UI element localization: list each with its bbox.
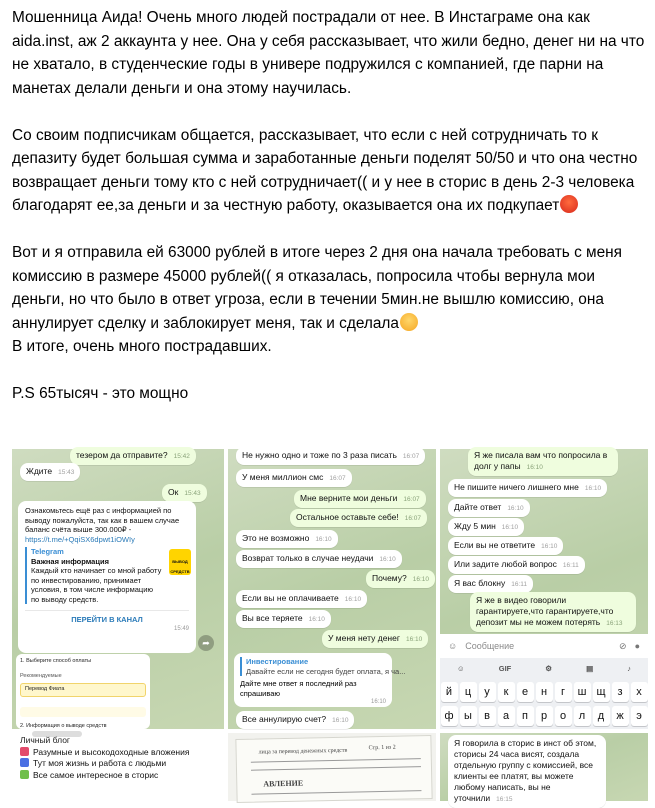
- keyboard-key[interactable]: ш: [574, 682, 591, 702]
- keyboard-key[interactable]: к: [498, 682, 515, 702]
- gif-button[interactable]: GIF: [498, 663, 512, 673]
- telegram-link[interactable]: https://t.me/+QqiSX6dpwt1iOWIy: [25, 534, 135, 544]
- chat-message: Не пишите ничего лишнего мне 16:10: [448, 479, 607, 497]
- chat-message: Я говорила в сторис в инст об этом, сторисы 24 часа висят, создала отдельную группу с комиссией, все клиенты ее платят, вы можете любому написать, вы не уточнили 16:15: [448, 735, 606, 808]
- keyboard-key[interactable]: г: [555, 682, 572, 702]
- keyboard-key[interactable]: ы: [460, 706, 477, 726]
- chat-message: Вы все теряете 16:10: [236, 610, 331, 628]
- sticker-icon[interactable]: ☺: [448, 641, 458, 651]
- payment-screenshot: 1. Выберите способ оплаты Рекомендуемые Перевод Фиата 2. Информация о выводе средств: [16, 654, 150, 729]
- settings-icon[interactable]: ⚙: [545, 663, 553, 673]
- heart-icon: [20, 747, 29, 756]
- profile-title: Личный блог: [20, 735, 71, 745]
- screenshot-chat-3[interactable]: [440, 449, 648, 729]
- screenshot-chat-2[interactable]: [228, 449, 436, 729]
- keyboard-key[interactable]: р: [536, 706, 553, 726]
- chat-message: Я же писала вам что попросила в долг у папы 16:10: [468, 447, 618, 476]
- paragraph-4: В итоге, очень много пострадавших.: [12, 338, 272, 355]
- keyboard-key[interactable]: ц: [460, 682, 477, 702]
- keyboard-key[interactable]: у: [479, 682, 496, 702]
- document-photo: лица за перевод денежных средств Стр. 1 из 2 АВЛЕНИЕ: [235, 735, 432, 803]
- reply-message: Инвестирование Давайте если не сегодня будет оплата, я ча... Дайте мне ответ я последний раз спрашиваю 16:10: [234, 653, 392, 707]
- clipboard-icon[interactable]: ▤: [586, 663, 594, 673]
- chat-message: Все аннулирую счет? 16:10: [236, 711, 354, 729]
- keyboard-key[interactable]: в: [479, 706, 496, 726]
- chat-message: Если вы не оплачиваете 16:10: [236, 590, 367, 608]
- keyboard-key[interactable]: й: [441, 682, 458, 702]
- chat-message: Если вы не ответите 16:10: [448, 537, 563, 555]
- photo-grid[interactable]: [12, 449, 648, 801]
- keyboard-row-1[interactable]: [440, 682, 648, 702]
- keyboard-key[interactable]: э: [631, 706, 648, 726]
- chat-message: Это не возможно 16:10: [236, 530, 338, 548]
- chat-message: У меня миллион смс 16:07: [236, 469, 352, 487]
- keyboard-key[interactable]: н: [536, 682, 553, 702]
- preview-thumbnail: ВЫВОД СРЕДСТВ: [169, 549, 191, 575]
- share-icon[interactable]: ➦: [198, 635, 214, 651]
- payment-option: Перевод Фиата: [20, 683, 146, 697]
- message-input[interactable]: Сообщение: [465, 641, 515, 651]
- paragraph-2: Со своим подписчикам общается, рассказывает, что если с ней сотрудничать то к депазиту будет большая сумма и заработанные деньги поделят 50/50 и что она честно возвращает деньги тому кто с ней сотрудничает(( и у нее в сторис в день 2-3 человека благодарят ее,за деньги и за честную работу, оказывается она их подкупает: [12, 126, 638, 214]
- paragraph-5: P.S 65тысяч - это мощно: [12, 385, 189, 402]
- chat-message: Остальное оставьте себе! 16:07: [290, 509, 427, 527]
- chat-message: Возврат только в случае неудачи 16:10: [236, 550, 402, 568]
- microphone-icon[interactable]: ♪: [627, 663, 631, 673]
- chat-message: Жду 5 мин 16:10: [448, 518, 524, 536]
- chat-message: Я вас блокну 16:11: [448, 575, 533, 593]
- attach-icon[interactable]: ⊘: [619, 640, 627, 651]
- keyboard-row-2[interactable]: [440, 706, 648, 726]
- crying-face-icon: [400, 313, 418, 331]
- chat-message: Почему? 16:10: [366, 570, 435, 588]
- keyboard-key[interactable]: а: [498, 706, 515, 726]
- keyboard-key[interactable]: л: [574, 706, 591, 726]
- paragraph-1: Мошенница Аида! Очень много людей пострадали от нее. В Инстаграме она как aida.inst, аж 2 аккаунта у нее. Она у себя рассказывает, что жили бедно, денег ни на что не хватало, в студенческие годы в универе подружился с компанией, где парни на манетах делали деньги и она этому научилась.: [12, 9, 645, 97]
- emoji-icon[interactable]: ☺: [457, 663, 465, 673]
- keyboard-key[interactable]: о: [555, 706, 572, 726]
- screenshot-document[interactable]: [228, 733, 436, 801]
- keyboard-key[interactable]: д: [593, 706, 610, 726]
- link-preview: Telegram Важная информация Каждый кто начинает со мной работу по инвестированию, принимает условия, в том числе информацию по выводу средств. ВЫВОД СРЕДСТВ: [25, 547, 189, 604]
- chat-message: Или задите любой вопрос 16:11: [448, 556, 585, 574]
- keyboard-key[interactable]: ж: [612, 706, 629, 726]
- keyboard[interactable]: [440, 658, 648, 729]
- chat-message: тезером да отправите? 15:42: [70, 447, 196, 465]
- chat-message: Я же в видео говорили гарантируете,что гарантируете,что депозит мы не можем потерять 16:13: [470, 592, 636, 632]
- chat-message: У меня нету денег 16:10: [322, 630, 428, 648]
- screenshot-chat-4[interactable]: [440, 733, 648, 801]
- message-input-bar[interactable]: [440, 634, 648, 658]
- keyboard-key[interactable]: е: [517, 682, 534, 702]
- tv-icon: [20, 770, 29, 779]
- angry-face-icon: [560, 195, 578, 213]
- keyboard-key[interactable]: п: [517, 706, 534, 726]
- chat-message: Дайте ответ 16:10: [448, 499, 530, 517]
- paragraph-3: Вот и я отправила ей 63000 рублей в итоге через 2 дня она начала требовать с меня комиссию в размере 45000 рублей(( я отказалась, попросила чтобы вернула мои деньги, но что было в ответ угроза, если в течении 5мин.не вышлю комиссию, она аннулирует сделку и заблокирует меня, так и сделала: [12, 244, 623, 332]
- open-channel-button[interactable]: ПЕРЕЙТИ В КАНАЛ: [25, 610, 189, 625]
- keyboard-key[interactable]: з: [612, 682, 629, 702]
- screenshot-profile[interactable]: Личный блог Разумные и высокодоходные вложения Тут моя жизнь и работа с людьми Все самое интересное в сторис: [12, 733, 224, 801]
- keyboard-toolbar[interactable]: [440, 658, 648, 678]
- screenshot-chat-1[interactable]: [12, 449, 224, 729]
- keyboard-key[interactable]: щ: [593, 682, 610, 702]
- chat-message: Мне верните мои деньги 16:07: [294, 490, 426, 508]
- keyboard-key[interactable]: х: [631, 682, 648, 702]
- chat-message: Ждите 15:43: [20, 463, 80, 481]
- mic-icon[interactable]: ●: [634, 641, 640, 651]
- chat-message: Ок 15:43: [162, 484, 207, 502]
- info-card: Ознакомьтесь ещё раз с информацией по выводу пожалуйста, так как в вашем случае баланс счёта выше 300.000₽ - https://t.me/+QqiSX6dpwt1iOWIy Telegram Важная информация Каждый кто начинает со мной работу по инвестированию, принимает условия, в том числе информацию по выводу средств. ВЫВОД СРЕДСТВ ПЕРЕЙТИ В КАНАЛ 15:49: [18, 501, 196, 653]
- keyboard-key[interactable]: ф: [441, 706, 458, 726]
- chat-message: Не нужно одно и тоже по 3 раза писать 16:07: [236, 447, 425, 465]
- post-text: [12, 6, 648, 406]
- briefcase-icon: [20, 758, 29, 767]
